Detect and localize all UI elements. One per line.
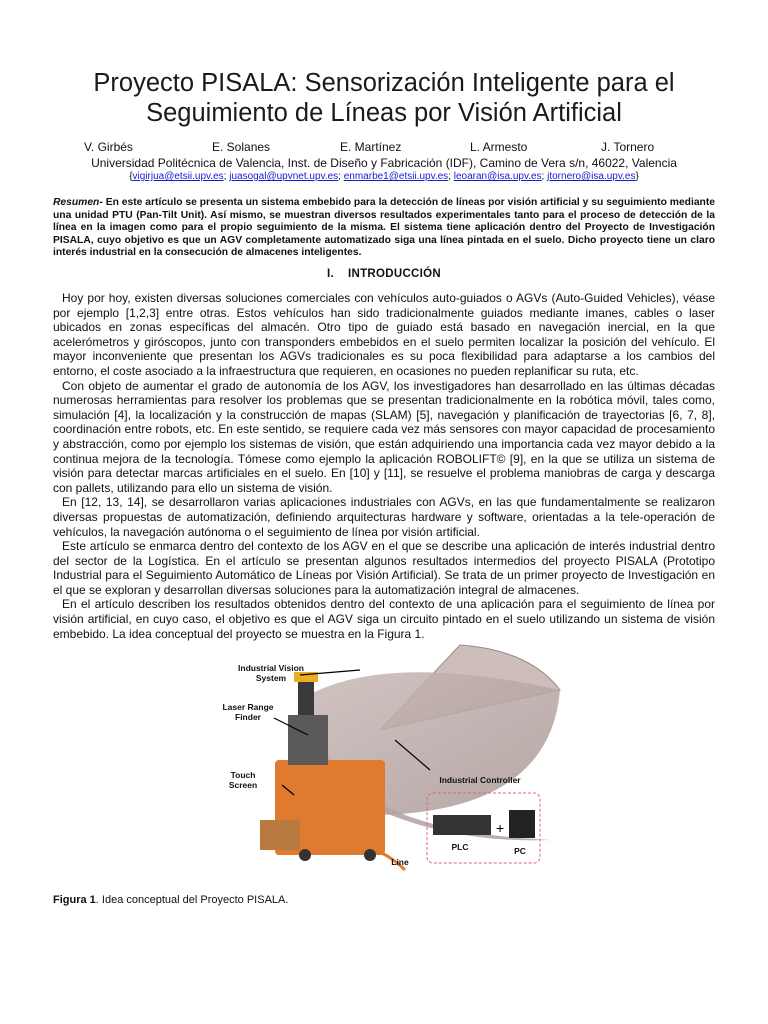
plus-sign: + [496, 820, 505, 836]
paragraph: Con objeto de aumentar el grado de autonomía de los AGV, los investigadores han desarrollado en las últimas décadas numerosas herramientas para resolver los problemas que se presentan tradicionalmente en la robótica móvil, tales como, simulación [4], la localización y la construcción de mapas (SLAM) [5], navegación y planificación de trayectorias [6, 7, 8], coordinación entre robots, etc. En este sentido, se requiere cada vez más sensores con mayor capacidad de procesamiento y abstracción, como por ejemplo los sistemas de visión, que están adquiriendo una importancia cada vez mayor debido a la continua mejora de la tecnología. Tómese como ejemplo la aplicación ROBOLIFT© [9], en la que se utiliza un sistema de visión para detectar marcas artificiales en el suelo. En [10] y [11], se resuelve el problema maniobras de carga y descarga con pallets, utilizando para ello un sistema de visión. [53, 378, 715, 495]
paragraph: Este artículo se enmarca dentro del contexto de los AGV en el que se describe una aplicación de interés industrial dentro del sector de la Logística. En el artículo se presentan algunos resultados intermedios del proyecto PISALA (Prototipo Industrial para el Seguimiento Automático de Líneas por Visión Artificial). Se trata de un primer proyecto de Investigación en el que se exploran y desarrollan diversas soluciones para la automatización integral de almacenes. [53, 539, 715, 597]
caption-text: . Idea conceptual del Proyecto PISALA. [95, 894, 289, 906]
label-plc: PLC [451, 842, 469, 852]
paragraph: Hoy por hoy, existen diversas soluciones comerciales con vehículos auto-guiados o AGVs (Auto-Guided Vehicles), véase por ejemplo [1,2,3] entre otras. Estos vehículos han sido tradicionalmente guiados mediante imanes, cables o laser ubicados en zonas específicas del almacén. Otro tipo de guiado está basado en navegación inercial, en la que acelerómetros y giróscopos, junto con transponders embebidos en el suelo permiten localizar la posición del vehículo. El mayor inconveniente que presentan los AGVs tradicionales es su poca flexibilidad para adaptarse a los cambios del entorno, el coste asociado a la infraestructura que requieren, en ocasiones no pueden replanificar su ruta, etc. [53, 291, 715, 378]
email-link[interactable]: enmarbe1@etsii.upv.es [343, 171, 449, 182]
label-pc: PC [514, 846, 526, 856]
wheel-icon [299, 849, 311, 861]
affiliation: Universidad Politécnica de Valencia, Inst. de Diseño y Fabricación (IDF), Camino de Vera s/n, 46022, Valencia [91, 156, 677, 170]
section-title: INTRODUCCIÓN [347, 268, 442, 280]
abstract [53, 197, 715, 260]
author-name: V. Girbés [84, 140, 133, 154]
pallet-forks [260, 820, 300, 850]
email-list: {vigirjua@etsii.upv.es; juasogal@upvnet.upv.es; enmarbe1@etsii.upv.es; leoaran@isa.upv.es; jtornero@isa.upv.es} [129, 171, 639, 182]
label-vision-system: Industrial Vision System [238, 663, 304, 683]
paper-title: Proyecto PISALA: Sensorización Inteligente para el Seguimiento de Líneas por Visión Artificial [93, 69, 675, 127]
section-body [53, 291, 715, 641]
camera-mount [298, 680, 314, 715]
wheel-icon [364, 849, 376, 861]
abstract-label: Resumen- [53, 197, 103, 208]
author-name: E. Martínez [340, 140, 402, 154]
author-list [84, 140, 704, 156]
author-name: L. Armesto [470, 140, 528, 154]
author-name: E. Solanes [212, 140, 271, 154]
email-link[interactable]: vigirjua@etsii.upv.es [132, 171, 224, 182]
label-industrial-controller: Industrial Controller [439, 775, 521, 785]
figure-1 [222, 640, 590, 880]
agv-mast [288, 715, 328, 765]
label-touch-screen: Touch Screen [228, 770, 258, 790]
email-link[interactable]: juasogal@upvnet.upv.es [229, 171, 339, 182]
section-number: I. [326, 268, 334, 280]
email-link[interactable]: leoaran@isa.upv.es [453, 171, 542, 182]
figure-caption [53, 894, 288, 906]
label-laser-finder: Laser Range Finder [222, 702, 274, 722]
author-name: J. Tornero [601, 140, 655, 154]
abstract-text: En este artículo se presenta un sistema embebido para la detección de líneas por visión artificial y su seguimiento mediante una unidad PTU (Pan-Tilt Unit). Así mismo, se muestran diversos resultados experimentales tanto para el proceso de detección de la línea en la imagen como para el propio seguimiento de la misma. El sistema tiene aplicación dentro del Proyecto de Investigación PISALA, cuyo objetivo es que un AGV completamente automatizado siga una línea pintada en el suelo. Dicho proyecto tiene un claro interés industrial en la consecución de almacenes inteligentes. [53, 197, 715, 258]
label-line: Line [391, 857, 409, 867]
section-heading [40, 268, 728, 280]
plc-icon [433, 815, 491, 835]
pc-icon [509, 810, 535, 838]
paragraph: En [12, 13, 14], se desarrollaron varias aplicaciones industriales con AGVs, en las que fundamentalmente se realizaron diversas propuestas de automatización, definiendo arquitecturas hardware y software, orientadas a la tele-operación de vehículos, la navegación autónoma o el seguimiento de línea por visión artificial. [53, 495, 715, 539]
paragraph: En el artículo describen los resultados obtenidos dentro del contexto de una aplicación para el seguimiento de línea por visión artificial, en cuyo caso, el objetivo es que el AGV siga un circuito pintado en el suelo utilizando un sistema de visión embebido. La idea conceptual del proyecto se muestra en la Figura 1. [53, 597, 715, 641]
caption-label: Figura 1 [53, 894, 96, 906]
email-link[interactable]: jtornero@isa.upv.es [547, 171, 636, 182]
